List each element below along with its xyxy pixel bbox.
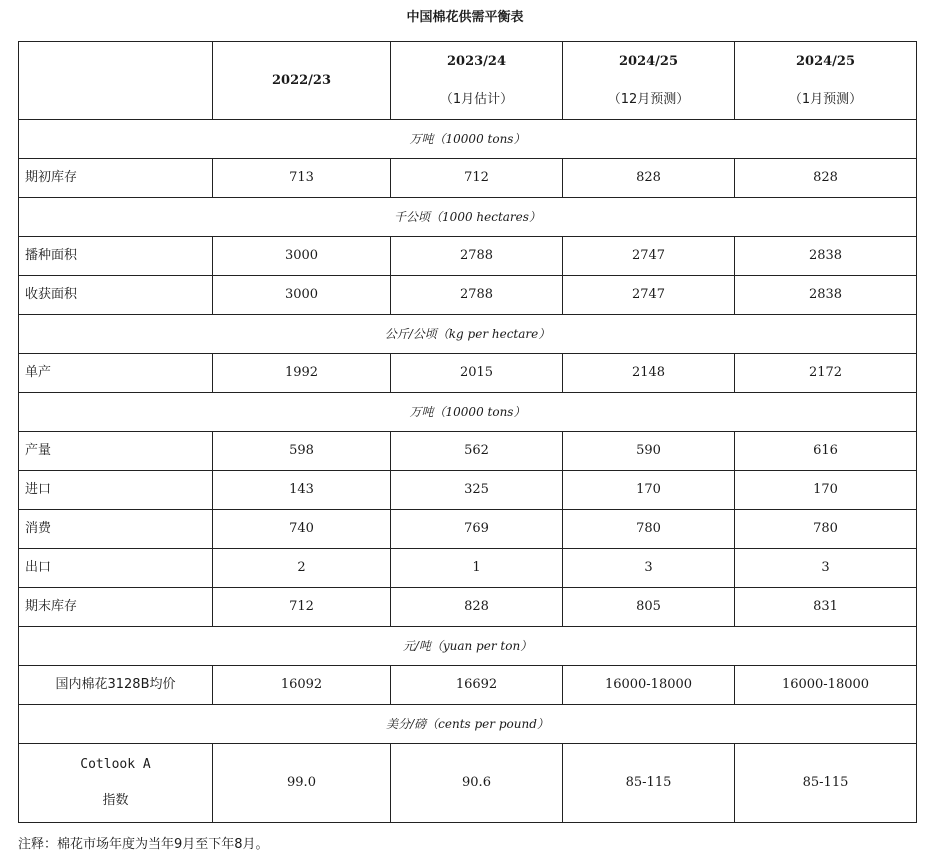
cell-value: 16000-18000 [735,666,917,705]
header-subtitle: （12月预测） [607,91,690,107]
cell-value: 143 [213,471,391,510]
cell-value: 740 [213,510,391,549]
header-subtitle: （1月估计） [439,91,514,107]
cell-value: 325 [391,471,563,510]
cell-value: 616 [735,432,917,471]
cell-value: 780 [735,510,917,549]
cell-value: 16692 [391,666,563,705]
unit-label: 公斤/公顷（kg per hectare） [19,315,917,354]
header-col-2022-23 [213,42,391,120]
row-label-harvested-area: 收获面积 [19,276,213,315]
cell-value: 769 [391,510,563,549]
header-col-2024-25-jan [735,42,917,120]
unit-row [19,705,917,744]
cell-value: 831 [735,588,917,627]
row-label-cotlook-a [19,744,213,823]
row-label-line: 指数 [102,793,129,808]
row-label-beginning-stocks: 期初库存 [19,159,213,198]
cell-value: 3000 [213,237,391,276]
table-row [19,237,917,276]
cell-value: 2747 [563,276,735,315]
cell-value: 780 [563,510,735,549]
cell-value: 2747 [563,237,735,276]
unit-row [19,198,917,237]
unit-row [19,393,917,432]
cell-value: 3000 [213,276,391,315]
cell-value: 16000-18000 [563,666,735,705]
header-col-2024-25-dec [563,42,735,120]
cell-value: 590 [563,432,735,471]
row-label-yield: 单产 [19,354,213,393]
table-row [19,588,917,627]
header-year: 2022/23 [271,72,332,88]
cell-value: 1 [391,549,563,588]
cell-value: 2148 [563,354,735,393]
cell-value: 3 [735,549,917,588]
table-row [19,666,917,705]
cell-value: 828 [391,588,563,627]
cell-value: 713 [213,159,391,198]
cell-value: 3 [563,549,735,588]
unit-label: 千公顷（1000 hectares） [19,198,917,237]
supply-demand-table [18,41,917,823]
cell-value: 2838 [735,276,917,315]
unit-row [19,120,917,159]
cell-value: 2 [213,549,391,588]
table-row [19,159,917,198]
table-row [19,276,917,315]
cell-value: 90.6 [391,744,563,823]
table-row [19,744,917,823]
table-title: 中国棉花供需平衡表 [406,10,524,25]
cell-value: 805 [563,588,735,627]
header-subtitle: （1月预测） [788,91,863,107]
row-label-consumption: 消费 [19,510,213,549]
row-label-production: 产量 [19,432,213,471]
unit-row [19,627,917,666]
header-year: 2024/25 [618,53,679,69]
row-label-line: Cotlook A [80,757,151,772]
row-label-planted-area: 播种面积 [19,237,213,276]
header-col-2023-24 [391,42,563,120]
unit-label: 元/吨（yuan per ton） [19,627,917,666]
row-label-ending-stocks: 期末库存 [19,588,213,627]
table-row [19,471,917,510]
cell-value: 99.0 [213,744,391,823]
header-year: 2023/24 [446,53,507,69]
header-row [19,42,917,120]
cell-value: 2838 [735,237,917,276]
footnote: 注释：棉花市场年度为当年9月至下年8月。 [18,837,269,852]
table-row [19,432,917,471]
cell-value: 16092 [213,666,391,705]
cell-value: 598 [213,432,391,471]
cell-value: 712 [391,159,563,198]
cell-value: 828 [735,159,917,198]
cell-value: 170 [563,471,735,510]
cell-value: 85-115 [563,744,735,823]
header-corner-cell [19,42,213,120]
unit-row [19,315,917,354]
cell-value: 828 [563,159,735,198]
cell-value: 1992 [213,354,391,393]
row-label-exports: 出口 [19,549,213,588]
cell-value: 712 [213,588,391,627]
unit-label: 万吨（10000 tons） [19,120,917,159]
cell-value: 2788 [391,237,563,276]
unit-label: 万吨（10000 tons） [19,393,917,432]
table-row [19,510,917,549]
row-label-imports: 进口 [19,471,213,510]
row-label-domestic-price: 国内棉花3128B均价 [19,666,213,705]
table-row [19,549,917,588]
cell-value: 562 [391,432,563,471]
table-row [19,354,917,393]
cell-value: 2172 [735,354,917,393]
unit-label: 美分/磅（cents per pound） [19,705,917,744]
cell-value: 85-115 [735,744,917,823]
cell-value: 170 [735,471,917,510]
cell-value: 2015 [391,354,563,393]
header-year: 2024/25 [795,53,856,69]
cell-value: 2788 [391,276,563,315]
